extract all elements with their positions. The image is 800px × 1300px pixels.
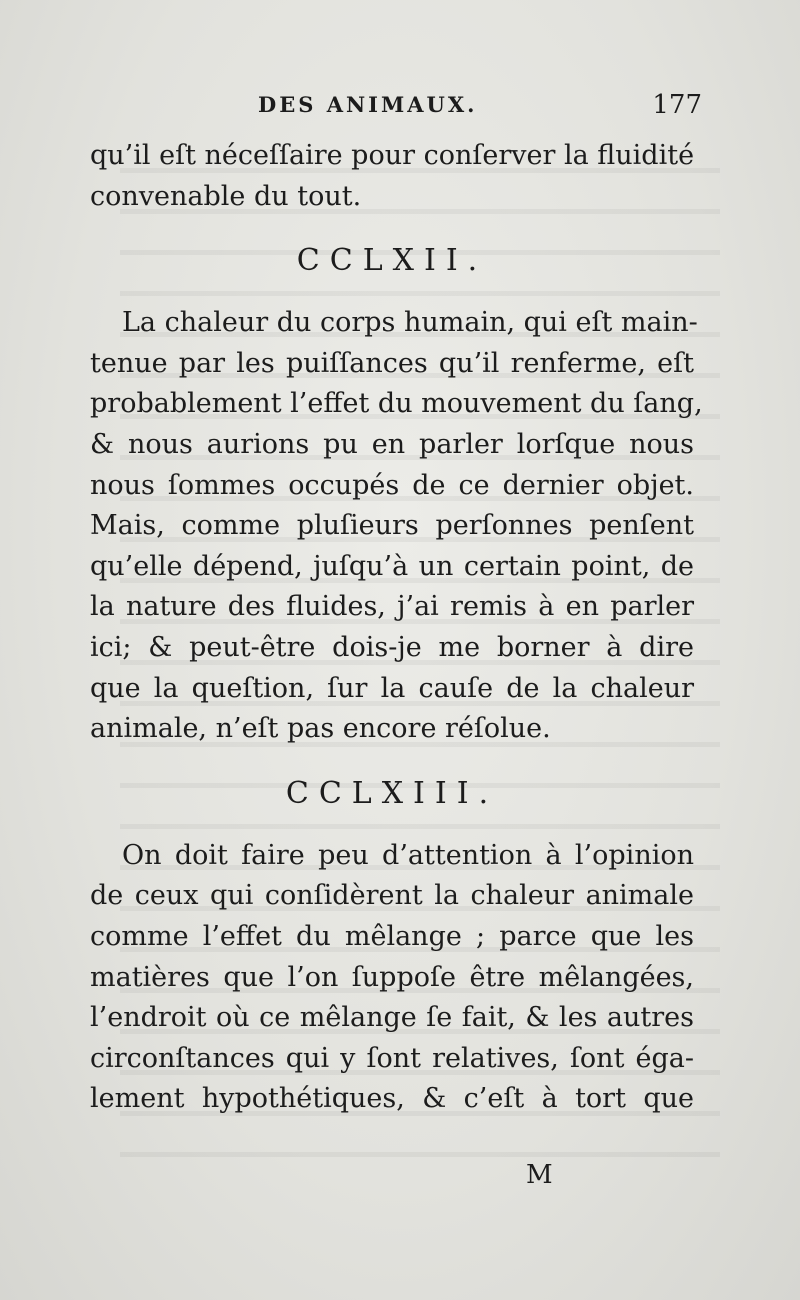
signature-mark: M (526, 1160, 553, 1190)
text-line: lement hypothétiques, & c’eſt à tort que (90, 1083, 694, 1115)
text-line: & nous aurions pu en parler lorſque nous (90, 428, 694, 460)
text-line: animale, n’eſt pas encore réſolue. (90, 713, 551, 745)
section-heading: CCLXIII. (285, 775, 499, 811)
text-line: comme l’effet du mêlange ; parce que les (90, 920, 694, 952)
text-line: convenable du tout. (90, 180, 362, 212)
text-line: la nature des fluides, j’ai remis à en parler (90, 591, 694, 623)
text-line: l’endroit où ce mêlange ſe fait, & les autres (90, 1002, 694, 1034)
text-line: nous ſommes occupés de ce dernier objet. (90, 469, 694, 501)
text-line: La chaleur du corps humain, qui eſt main- (122, 307, 698, 339)
text-line: qu’il eſt néceſſaire pour conſerver la fluidité (90, 140, 695, 171)
text-line: que la queſtion, ſur la cauſe de la chaleur (90, 672, 694, 704)
text-line: circonſtances qui y ſont relatives, ſont éga- (90, 1042, 694, 1074)
text-line: tenue par les puiſſances qu’il renferme, eſt (90, 347, 694, 379)
text-line: de ceux qui conſidèrent la chaleur animale (90, 880, 694, 912)
text-line: Mais, comme pluſieurs perſonnes penſent (90, 510, 694, 542)
page-header (90, 88, 710, 132)
running-title: DES ANIMAUX. (258, 92, 478, 117)
text-line: ici; & peut-être dois-je me borner à dire (90, 631, 694, 663)
text-line: On doit faire peu d’attention à l’opinion (122, 839, 694, 871)
page-number: 177 (652, 90, 702, 120)
text-line: probablement l’effet du mouvement du ſang, (90, 388, 703, 420)
text-line: qu’elle dépend, juſqu’à un certain point, de (90, 550, 694, 582)
body-text (90, 136, 703, 1120)
section-heading: CCLXII. (296, 243, 488, 279)
text-line: matières que l’on ſuppoſe être mêlangées, (90, 961, 694, 993)
